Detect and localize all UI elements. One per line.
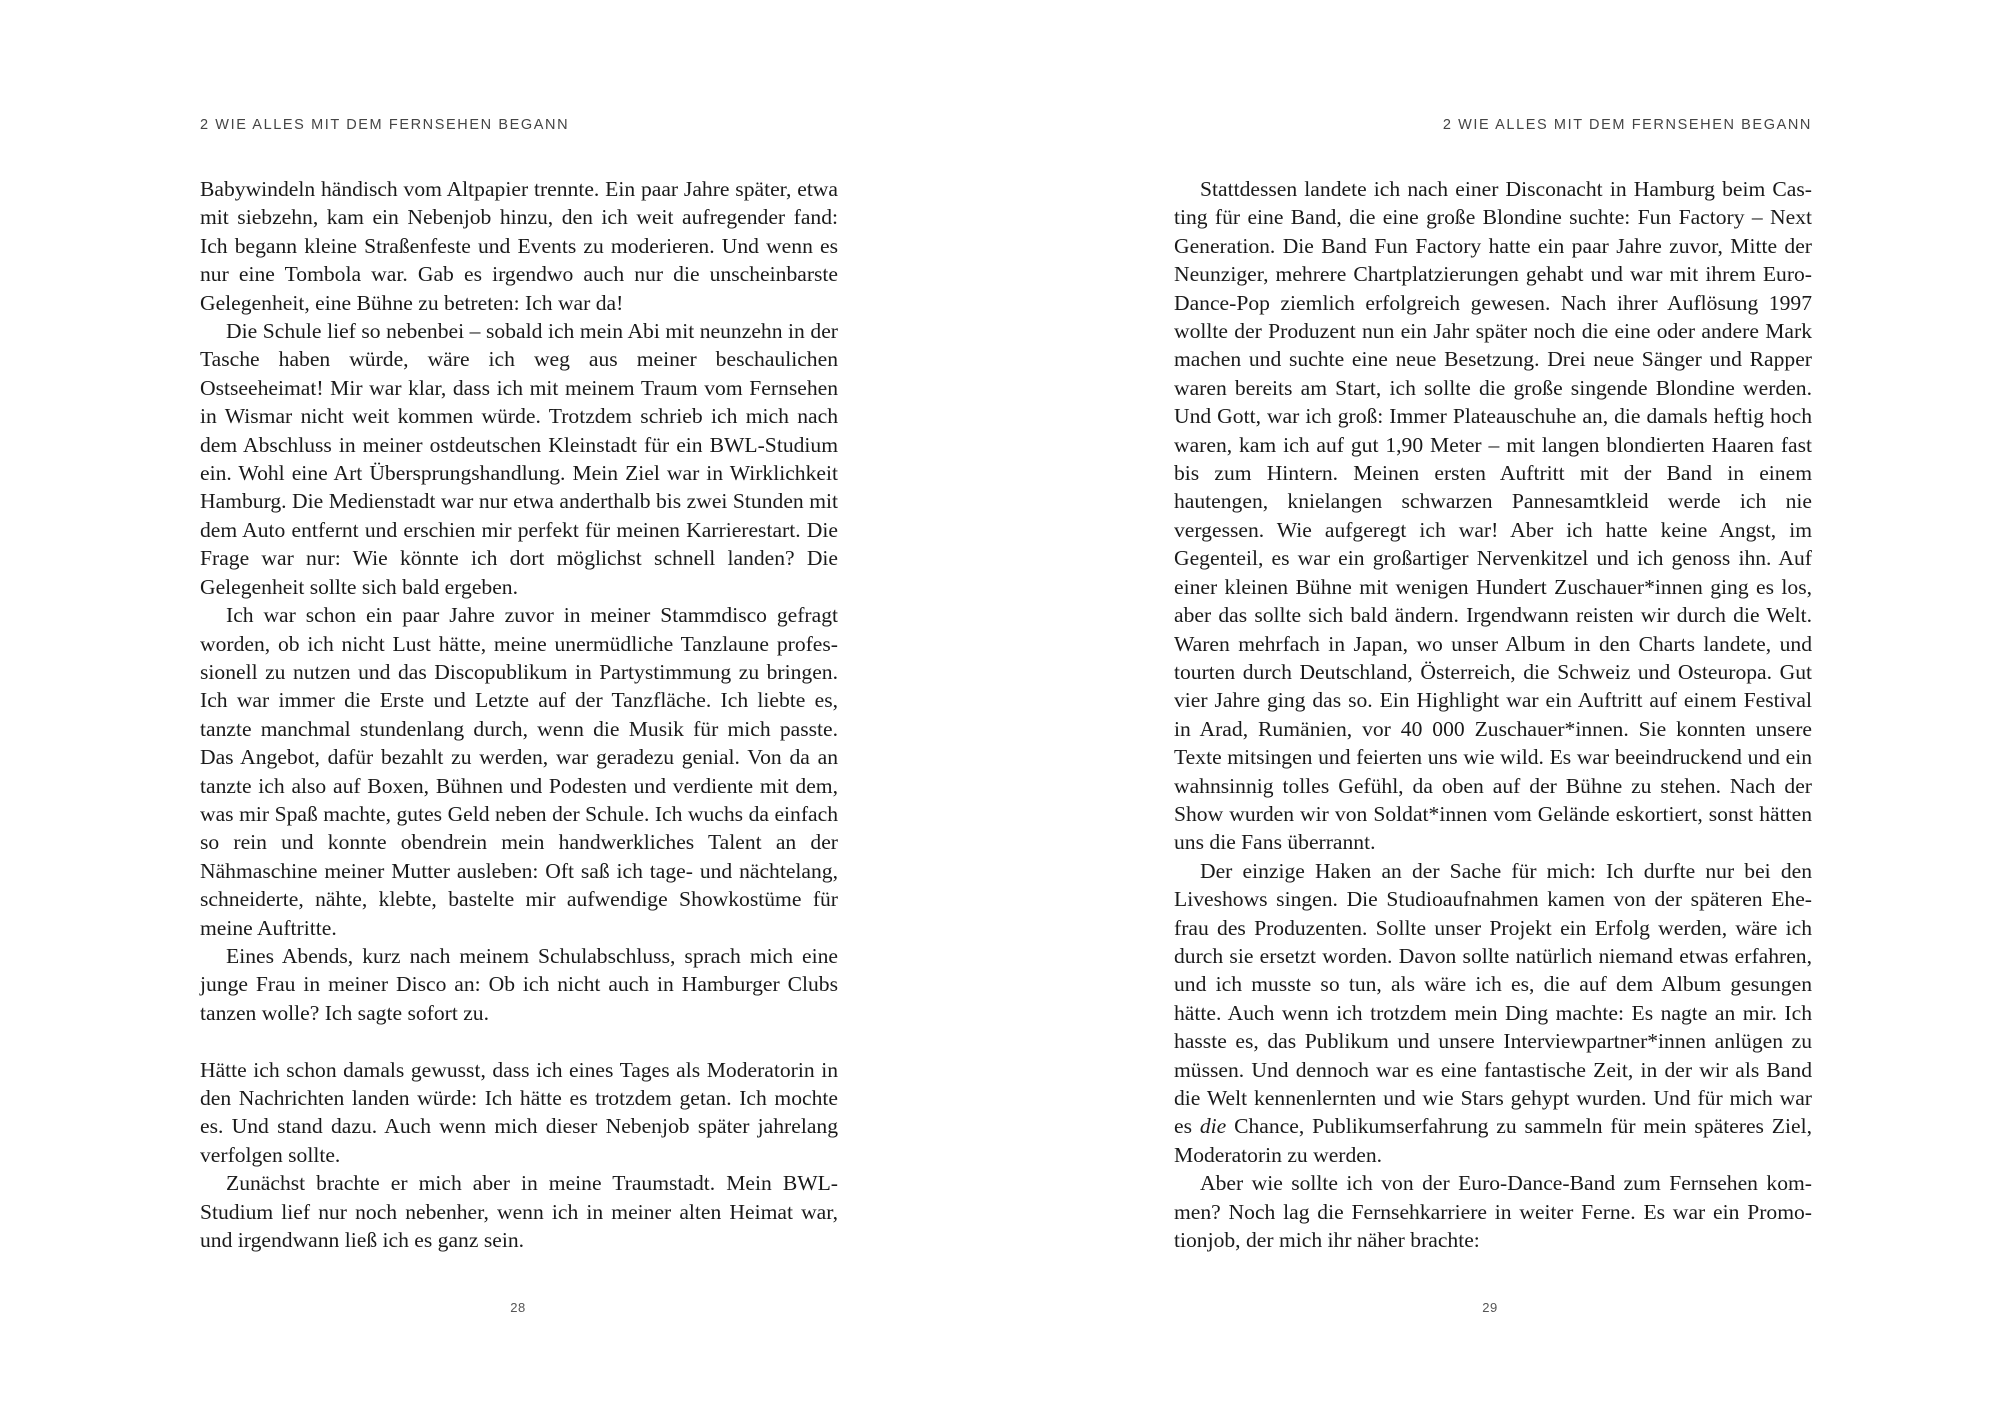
paragraph-text: Der einzige Haken an der Sache für mich: Ich durfte nur bei den Liveshows singen. Die Studioaufnahmen kamen von der späteren Ehefrau des Produzenten. Sollte unser Projekt ein Erfolg werden, wäre ich durch sie ersetzt worden. Davon sollte natürlich niemand etwas erfahren, und ich musste so tun, als wäre ich es, die auf dem Album gesungen hätte. Auch wenn ich trotzdem mein Ding machte: Es nagte an mir. Ich hasste es, das Publikum und unsere Interviewpartner*innen anlügen zu müssen. Und dennoch war es eine fantastische Zeit, in der wir als Band die Welt kennenlernten und wie Stars gehypt wurden. Und für mich war es (1174, 858, 1812, 1139)
paragraph: Babywindeln händisch vom Altpapier trennte. Ein paar Jahre später, etwa mit siebzehn, kam ein Nebenjob hinzu, den ich weit aufregender fand: Ich begann kleine Straßenfeste und Events zu moderieren. Und wenn es nur eine Tombola war. Gab es irgendwo auch nur die unscheinbarste Gelegenheit, eine Bühne zu betreten: Ich war da! (200, 177, 838, 315)
paragraph-text: Chance, Publikumserfahrung zu sammeln für mein späteres Ziel, Moderatorin zu werden. (1174, 1114, 1812, 1167)
running-head: 2 WIE ALLES MIT DEM FERNSEHEN BEGANN (1442, 117, 1812, 133)
page-number: 28 (510, 1300, 526, 1315)
body-text (1174, 175, 1812, 1254)
paragraph: Zunächst brachte er mich aber in meine Traumstadt. Mein BWL-Studium lief nur noch nebenher, wenn ich in meiner alten Heimat war, und irgendwann ließ ich es ganz sein. (200, 1171, 838, 1253)
paragraph (1174, 857, 1812, 1169)
right-page (1000, 0, 2000, 1414)
body-text (200, 175, 838, 1254)
paragraph: Stattdessen landete ich nach einer Disconacht in Hamburg beim Casting für eine Band, die eine große Blondine suchte: Fun Factory – Next Generation. Die Band Fun Factory hatte ein paar Jahre zuvor, Mitte der Neunziger, mehrere Chartplatzierungen gehabt und war mit ihrem Euro-Dance-Pop ziemlich erfolgreich gewesen. Nach ihrer Auflösung 1997 wollte der Produzent nun ein Jahr später noch die eine oder andere Mark machen und suchte eine neue Besetzung. Drei neue Sänger und Rapper waren bereits am Start, ich sollte die große singende Blondine werden. Und Gott, war ich groß: Immer Plateauschuhe an, die damals heftig hoch waren, kam ich auf gut 1,90 Meter – mit langen blondierten Haaren fast bis zum Hintern. Meinen ersten Auftritt mit der Band in einem hautengen, knielangen schwarzen Pannesamtkleid werde ich nie vergessen. Wie aufgeregt ich war! Aber ich hatte keine Angst, im Gegenteil, es war ein großartiger Nervenkitzel und ich genoss ihn. Auf einer kleinen Bühne mit wenigen Hundert Zuschauer*innen ging es los, aber das sollte sich bald ändern. Irgendwann reisten wir durch die Welt. Waren mehrfach in Japan, wo unser Album in den Charts landete, und tourten durch Deutschland, Österreich, die Schweiz und Osteuropa. Gut vier Jahre ging das so. Ein Highlight war ein Auftritt auf einem Festival in Arad, Rumänien, vor 40 000 Zuschauer*innen. Sie konnten unsere Texte mitsingen und feierten uns wie wild. Es war beeindruckend und ein wahnsinnig tolles Gefühl, da oben auf der Bühne zu stehen. Nach der Show wurden wir von Soldat*innen vom Gelände eskortiert, sonst hätten uns die Fans überrannt. (1174, 177, 1812, 855)
running-head: 2 WIE ALLES MIT DEM FERNSEHEN BEGANN (200, 117, 570, 133)
page-number: 29 (1482, 1300, 1498, 1315)
paragraph: Ich war schon ein paar Jahre zuvor in meiner Stammdisco gefragt worden, ob ich nicht Lust hätte, meine unermüdliche Tanzlaune professionell zu nutzen und das Discopublikum in Partystimmung zu bringen. Ich war immer die Erste und Letzte auf der Tanzfläche. Ich liebte es, tanzte manchmal stundenlang durch, wenn die Musik für mich passte. Das Angebot, dafür bezahlt zu werden, war geradezu genial. Von da an tanzte ich also auf Boxen, Bühnen und Podesten und verdiente mit dem, was mir Spaß machte, gutes Geld neben der Schule. Ich wuchs da einfach so rein und konnte obendrein mein handwerkliches Talent an der Nähmaschine meiner Mutter ausleben: Oft saß ich tage- und nächtelang, schneiderte, nähte, klebte, bastelte mir aufwendige Showkostüme für meine Auftritte. (200, 603, 838, 940)
paragraph: Aber wie sollte ich von der Euro-Dance-Band zum Fernsehen kommen? Noch lag die Fernsehkarriere in weiter Ferne. Es war ein Promotionjob, der mich ihr näher brachte: (1174, 1171, 1812, 1253)
paragraph: Die Schule lief so nebenbei – sobald ich mein Abi mit neunzehn in der Tasche haben würde, wäre ich weg aus meiner beschaulichen Ostseeheimat! Mir war klar, dass ich mit meinem Traum vom Fernsehen in Wismar nicht weit kommen würde. Trotzdem schrieb ich mich nach dem Abschluss in meiner ostdeutschen Kleinstadt für ein BWL-Studium ein. Wohl eine Art Übersprungshandlung. Mein Ziel war in Wirklichkeit Hamburg. Die Medienstadt war nur etwa anderthalb bis zwei Stunden mit dem Auto entfernt und erschien mir perfekt für meinen Karrierestart. Die Frage war nur: Wie könnte ich dort möglichst schnell landen? Die Gelegenheit sollte sich bald ergeben. (200, 319, 838, 599)
emphasis: die (1199, 1114, 1227, 1139)
paragraph: Hätte ich schon damals gewusst, dass ich eines Tages als Moderatorin in den Nachrichten landen würde: Ich hätte es trotzdem getan. Ich mochte es. Und stand dazu. Auch wenn mich dieser Nebenjob später jahrelang verfolgen sollte. (200, 1057, 838, 1167)
paragraph: Eines Abends, kurz nach meinem Schulabschluss, sprach mich eine junge Frau in meiner Disco an: Ob ich nicht auch in Hamburger Clubs tanzen wolle? Ich sagte sofort zu. (200, 943, 838, 1025)
